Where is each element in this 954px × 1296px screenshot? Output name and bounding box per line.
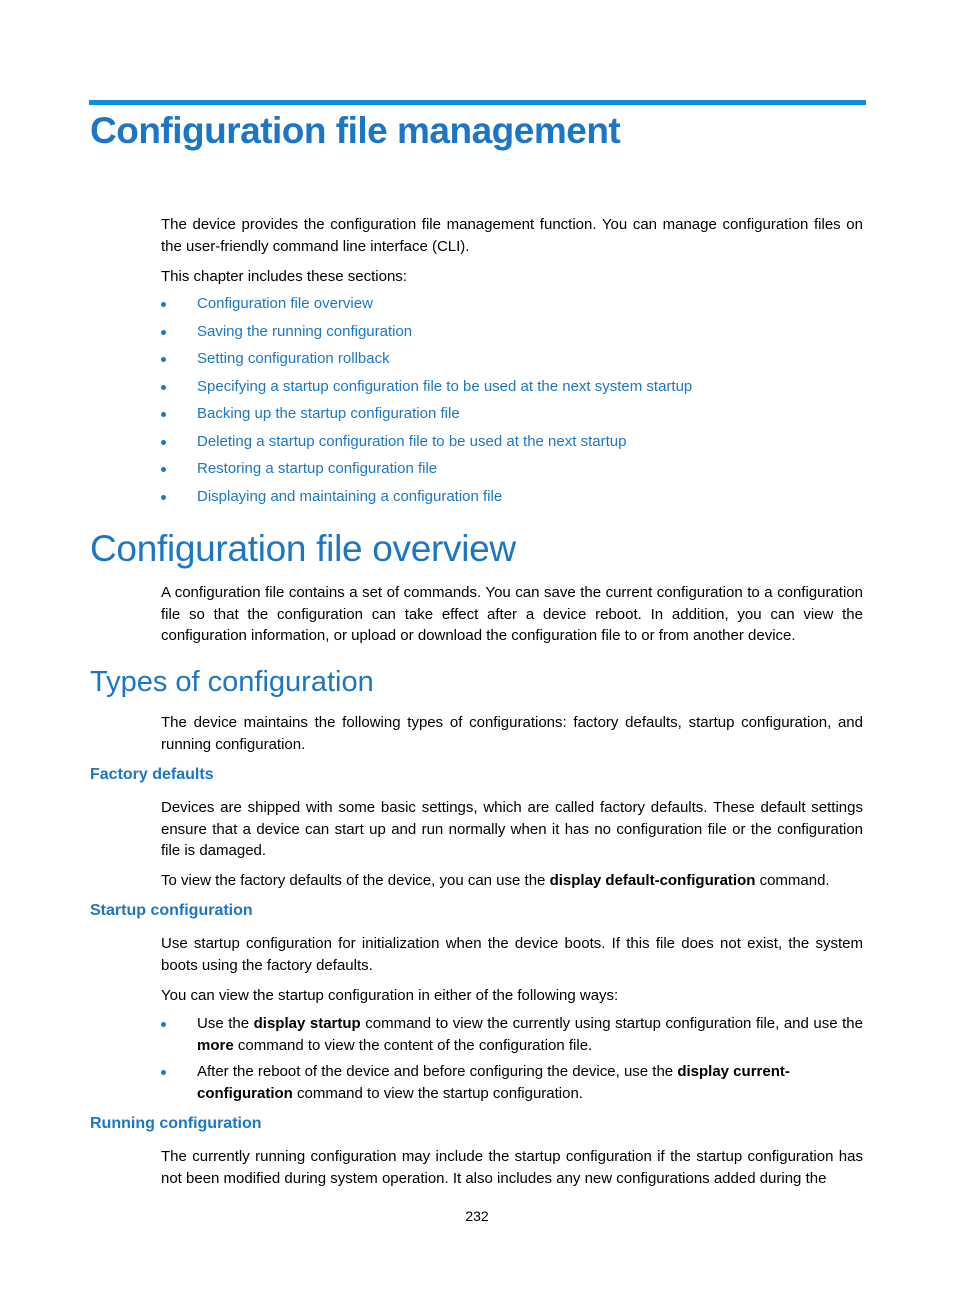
intro-lead: This chapter includes these sections: [161, 268, 407, 285]
toc-link-deleting[interactable]: Deleting a startup configuration file to be used at the next startup [197, 432, 627, 450]
factory-command-paragraph: To view the factory defaults of the device, you can use the display default-configuration command. [161, 872, 830, 889]
list-item: Use the display startup command to view the currently using startup configuration file, and use the more command to view the content of the configuration file. [161, 1013, 863, 1056]
bullet-icon [161, 412, 166, 417]
bullet-icon [161, 330, 166, 335]
page-number: 232 [465, 1208, 489, 1224]
running-paragraph: The currently running configuration may include the startup configuration if the startup configuration has not been modified during system operation. It also includes any new configurations added during the [161, 1148, 863, 1187]
command-display-startup: display startup [253, 1015, 361, 1032]
list-item [161, 486, 692, 514]
toc-link-saving[interactable]: Saving the running configuration [197, 322, 413, 340]
list-item [161, 431, 692, 459]
header-rule [89, 100, 866, 105]
toc-link-rollback[interactable]: Setting configuration rollback [197, 350, 390, 367]
command-display-current-configuration: display current-configuration [197, 1063, 790, 1102]
toc-link-backing-up[interactable]: Backing up the startup configuration file [197, 405, 460, 422]
list-item [161, 403, 692, 431]
bullet-icon [161, 302, 166, 307]
command-display-default-configuration: display default-configuration [549, 872, 756, 889]
command-more: more [197, 1036, 234, 1054]
list-item [161, 321, 692, 349]
subheading-startup-configuration: Startup configuration [90, 902, 253, 919]
list-item [161, 458, 692, 486]
bullet-icon [161, 495, 166, 500]
list-item [161, 293, 692, 321]
section-heading-overview: Configuration file overview [90, 528, 516, 569]
page-title: Configuration file management [90, 110, 621, 151]
bullet-icon [161, 440, 166, 445]
section-list [161, 293, 692, 513]
section-heading-types: Types of configuration [90, 666, 374, 698]
startup-view-list [161, 1013, 863, 1056]
toc-link-restoring[interactable]: Restoring a startup configuration file [197, 460, 438, 477]
types-paragraph: The device maintains the following types of configurations: factory defaults, startup configuration, and running configuration. [161, 714, 863, 753]
bullet-icon [161, 385, 166, 390]
toc-link-specifying[interactable]: Specifying a startup configuration file to be used at the next system startup [197, 377, 693, 395]
bullet-icon [161, 1022, 166, 1027]
overview-paragraph: A configuration file contains a set of commands. You can save the current configuration to a configuration file so that the configuration can take effect after a device reboot. In addition, you can view the configuration information, or upload or download the configuration file to or from another device. [161, 584, 863, 644]
list-item: After the reboot of the device and before configuring the device, use the display current-configuration command to view the startup configuration. [161, 1061, 863, 1104]
startup-paragraph: Use startup configuration for initialization when the device boots. If this file does not exist, the system boots using the factory defaults. [161, 935, 863, 974]
list-item [161, 348, 692, 376]
startup-view-list-2 [161, 1061, 863, 1104]
list-item [161, 376, 692, 404]
toc-link-overview[interactable]: Configuration file overview [197, 295, 373, 312]
toc-link-displaying[interactable]: Displaying and maintaining a configuration file [197, 487, 503, 505]
bullet-icon [161, 1070, 166, 1075]
subheading-running-configuration: Running configuration [90, 1115, 262, 1132]
intro-paragraph: The device provides the configuration file management function. You can manage configuration files on the user-friendly command line interface (CLI). [161, 216, 863, 255]
startup-lead: You can view the startup configuration in either of the following ways: [161, 987, 619, 1004]
bullet-icon [161, 467, 166, 472]
bullet-icon [161, 357, 166, 362]
factory-paragraph: Devices are shipped with some basic settings, which are called factory defaults. These default settings ensure that a device can start up and run normally when it has no configuration file or the configuration file is damaged. [161, 799, 863, 859]
subheading-factory-defaults: Factory defaults [90, 766, 214, 783]
